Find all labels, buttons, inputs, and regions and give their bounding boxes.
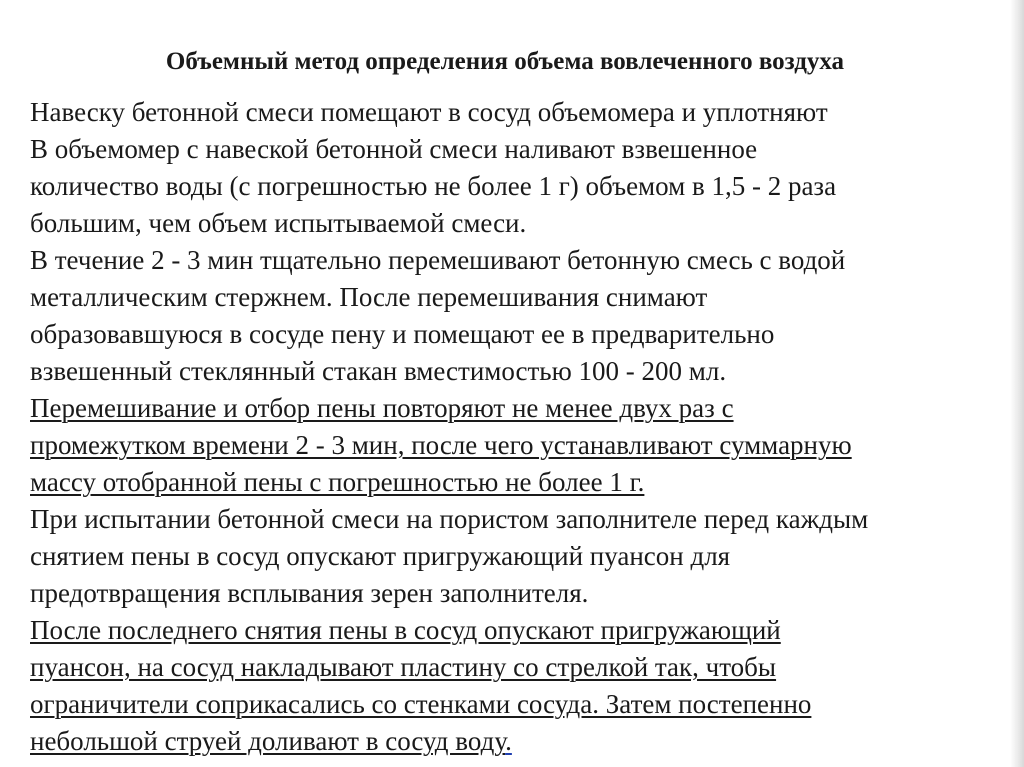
underlined-text: промежутком времени 2 - 3 мин, после чего устанавливают суммарную: [30, 430, 852, 460]
underlined-text: ограничители соприкасались со стенками сосуда. Затем постепенно: [30, 689, 812, 719]
text-line-1: Навеску бетонной смеси помещают в сосуд объемомера и уплотняют: [30, 97, 828, 127]
underlined-text: небольшой струей доливают в сосуд воду: [30, 726, 506, 756]
text-line-13: снятием пены в сосуд опускают пригружающий пуансон для: [30, 541, 731, 571]
text-line-11-underlined: [30, 464, 1005, 501]
text-line-18-underlined: [30, 723, 1005, 760]
underlined-text: После последнего снятия пены в сосуд опускают пригружающий: [30, 615, 781, 645]
text-line-12: При испытании бетонной смеси на пористом заполнителе перед каждым: [30, 504, 869, 534]
underlined-text: Перемешивание и отбор пены повторяют не менее двух раз с: [30, 393, 734, 423]
slide-edge-shadow: [1010, 0, 1024, 767]
text-line-3: количество воды (с погрешностью не более 1 г) объемом в 1,5 - 2 раза: [30, 171, 837, 201]
text-line-15-underlined: [30, 612, 1005, 649]
text-line-9-underlined: [30, 390, 1005, 427]
text-line-16-underlined: [30, 649, 1005, 686]
underlined-period: .: [505, 726, 512, 756]
slide-body: [30, 94, 1005, 760]
text-line-7: образовавшуюся в сосуде пену и помещают ее в предварительно: [30, 319, 775, 349]
text-line-14: предотвращения всплывания зерен заполнителя.: [30, 578, 589, 608]
slide-title: Объемный метод определения объема вовлеченного воздуха: [165, 48, 845, 75]
text-line-2: В объемомер с навеской бетонной смеси наливают взвешенное: [30, 134, 758, 164]
text-line-5: В течение 2 - 3 мин тщательно перемешивают бетонную смесь с водой: [30, 245, 846, 275]
text-line-10-underlined: [30, 427, 1005, 464]
underlined-text: пуансон, на сосуд накладывают пластину со стрелкой так, чтобы: [30, 652, 777, 682]
text-line-6: металлическим стержнем. После перемешивания снимают: [30, 282, 708, 312]
text-line-8: взвешенный стеклянный стакан вместимостью 100 - 200 мл.: [30, 356, 727, 386]
text-line-4: большим, чем объем испытываемой смеси.: [30, 208, 527, 238]
underlined-text: массу отобранной пены с погрешностью не более 1 г.: [30, 467, 645, 497]
text-line-17-underlined: [30, 686, 1005, 723]
